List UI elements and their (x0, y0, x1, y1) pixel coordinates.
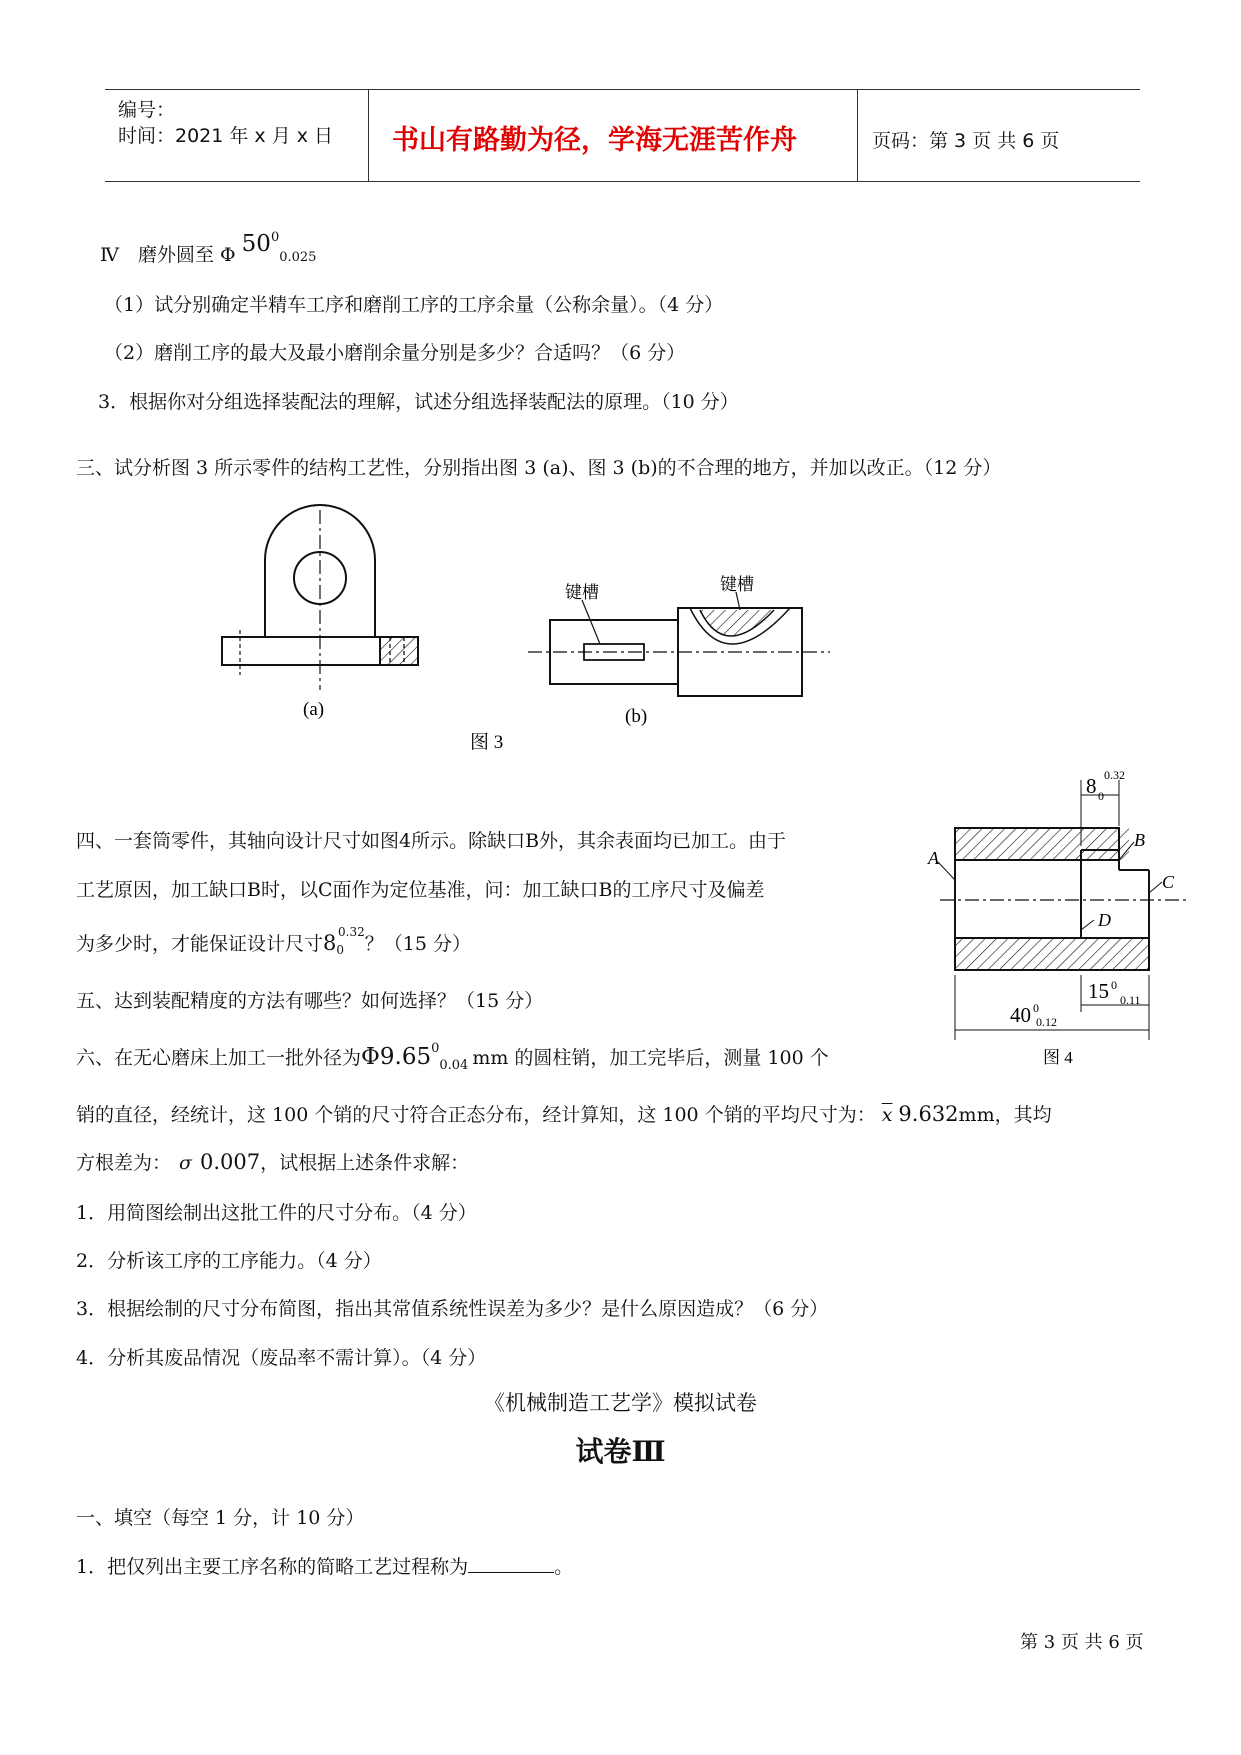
figure-3a-part (222, 505, 418, 690)
section-6-line-3-end: ，试根据上述条件求解： (260, 1152, 470, 1174)
section-4-line-3 (76, 925, 471, 957)
section-6-sigma-value: 0.007 (200, 1150, 261, 1174)
figure-3a-label: (a) (303, 699, 325, 720)
section-6-line-1-end: mm 的圆柱销，加工完毕后，测量 100 个 (472, 1047, 829, 1069)
section-6-line-1 (76, 1041, 829, 1073)
section-4-line-3-text: 为多少时，才能保证设计尺寸 (76, 933, 324, 955)
section-4-dim-sub: 0 (336, 943, 345, 957)
item-iv-sub: 0.025 (279, 250, 317, 265)
fill-item-1-end: 。 (554, 1556, 574, 1578)
section-6-phi: Φ9.65 (361, 1044, 432, 1070)
exam-subtitle: 试卷Ⅲ (575, 1435, 666, 1468)
fig4-dim15-sub: 0.11 (1120, 993, 1141, 1007)
figure-3b-label: (b) (625, 706, 648, 727)
section-6-xbar-value: 9.632 (898, 1102, 959, 1126)
sub-question-4: 4．分析其废品情况（废品率不需计算）。（4 分） (76, 1347, 487, 1369)
section-6-line-1-text: 六、在无心磨床上加工一批外径为 (76, 1047, 362, 1069)
fig4-dim40-sup: 0 (1033, 1001, 1039, 1015)
page-footer: 第 3 页 共 6 页 (1020, 1632, 1144, 1653)
fill-item-1-text: 1．把仅列出主要工序名称的简略工艺过程称为 (76, 1556, 469, 1578)
figure-4-caption: 图 4 (1043, 1048, 1073, 1067)
section-6-line-3 (76, 1148, 469, 1175)
keyway-label-2: 键槽 (720, 575, 754, 594)
item-iv-sup: 0 (270, 230, 280, 245)
question-3: 3．根据你对分组选择装配法的理解，试述分组选择装配法的原理。（10 分） (98, 391, 739, 413)
section-6-sub: 0.04 (439, 1058, 469, 1073)
section-3: 三、试分析图 3 所示零件的结构工艺性，分别指出图 3 (a)、图 3 (b)的不合理的地方，并加以改正。（12 分） (76, 457, 1002, 479)
header-page-label: 页码：第 3 页 共 6 页 (872, 130, 1060, 152)
section-4-line-3-end: ？（15 分） (364, 933, 471, 955)
item-iv-base: 50 (241, 231, 271, 257)
figure-3-caption: 图 3 (470, 732, 504, 753)
exam-title: 《机械制造工艺学》模拟试卷 (484, 1391, 757, 1415)
fig4-dim40-sub: 0.12 (1036, 1015, 1057, 1029)
keyway-label-1: 键槽 (565, 583, 599, 602)
fig4-label-b: B (1134, 830, 1145, 850)
item-iv-text: Ⅳ 磨外圆至 Φ (100, 244, 236, 266)
question-1: （1）试分别确定半精车工序和磨削工序的工序余量（公称余量）。（4 分） (104, 294, 724, 316)
fig4-dim15-base: 15 (1088, 979, 1109, 1003)
section-6-sup: 0 (431, 1041, 440, 1056)
figure-4-sleeve (938, 780, 1190, 1040)
fig4-label-c: C (1162, 872, 1175, 892)
header-motto: 书山有路勤为径，学海无涯苦作舟 (392, 125, 797, 156)
section-5: 五、达到装配精度的方法有哪些？如何选择？（15 分） (76, 990, 544, 1012)
section-4-dim-base: 8 (323, 931, 337, 955)
sub-question-1: 1．用简图绘制出这批工件的尺寸分布。（4 分） (76, 1202, 477, 1224)
sub-question-3: 3．根据绘制的尺寸分布简图，指出其常值系统性误差为多少？是什么原因造成？（6 分） (76, 1298, 829, 1320)
section-4-line-2: 工艺原因，加工缺口B时，以C面作为定位基准，问：加工缺口B的工序尺寸及偏差 (76, 879, 765, 901)
section-6-line-2-end: mm，其均 (958, 1104, 1052, 1126)
header-number-label: 编号： (118, 99, 176, 121)
fig4-label-a: A (928, 848, 939, 868)
section-4-dim-sup: 0.32 (338, 925, 365, 939)
fig4-dim15-sup: 0 (1111, 978, 1117, 992)
section-6-line-2 (76, 1100, 1052, 1127)
section-6-sigma: σ (179, 1152, 192, 1174)
header-time-label: 时间：2021 年 x 月 x 日 (118, 125, 334, 147)
fig4-dim8-sub: 0 (1098, 789, 1104, 803)
section-6-line-3-text: 方根差为： (76, 1152, 172, 1174)
question-2: （2）磨削工序的最大及最小磨削余量分别是多少？合适吗？（6 分） (104, 342, 686, 364)
fill-item-1 (76, 1552, 573, 1579)
fig4-dim8-base: 8 (1086, 774, 1097, 798)
fig4-label-d: D (1098, 910, 1111, 930)
section-6-line-2-text: 销的直径，经统计，这 100 个销的尺寸符合正态分布，经计算知，这 100 个销的平均尺寸为： (76, 1104, 876, 1126)
sub-question-2: 2．分析该工序的工序能力。（4 分） (76, 1250, 382, 1272)
section-6-xbar: $\overline{x}$ (881, 1104, 893, 1126)
fill-blank[interactable] (468, 1554, 554, 1573)
figure-3b-shaft (528, 592, 830, 696)
section-4-line-1: 四、一套筒零件，其轴向设计尺寸如图4所示。除缺口B外，其余表面均已加工。由于 (76, 830, 787, 852)
fig4-dim8-sup: 0.32 (1104, 768, 1125, 782)
fill-section: 一、填空（每空 1 分，计 10 分） (76, 1507, 365, 1529)
fig4-dim40-base: 40 (1010, 1003, 1031, 1027)
